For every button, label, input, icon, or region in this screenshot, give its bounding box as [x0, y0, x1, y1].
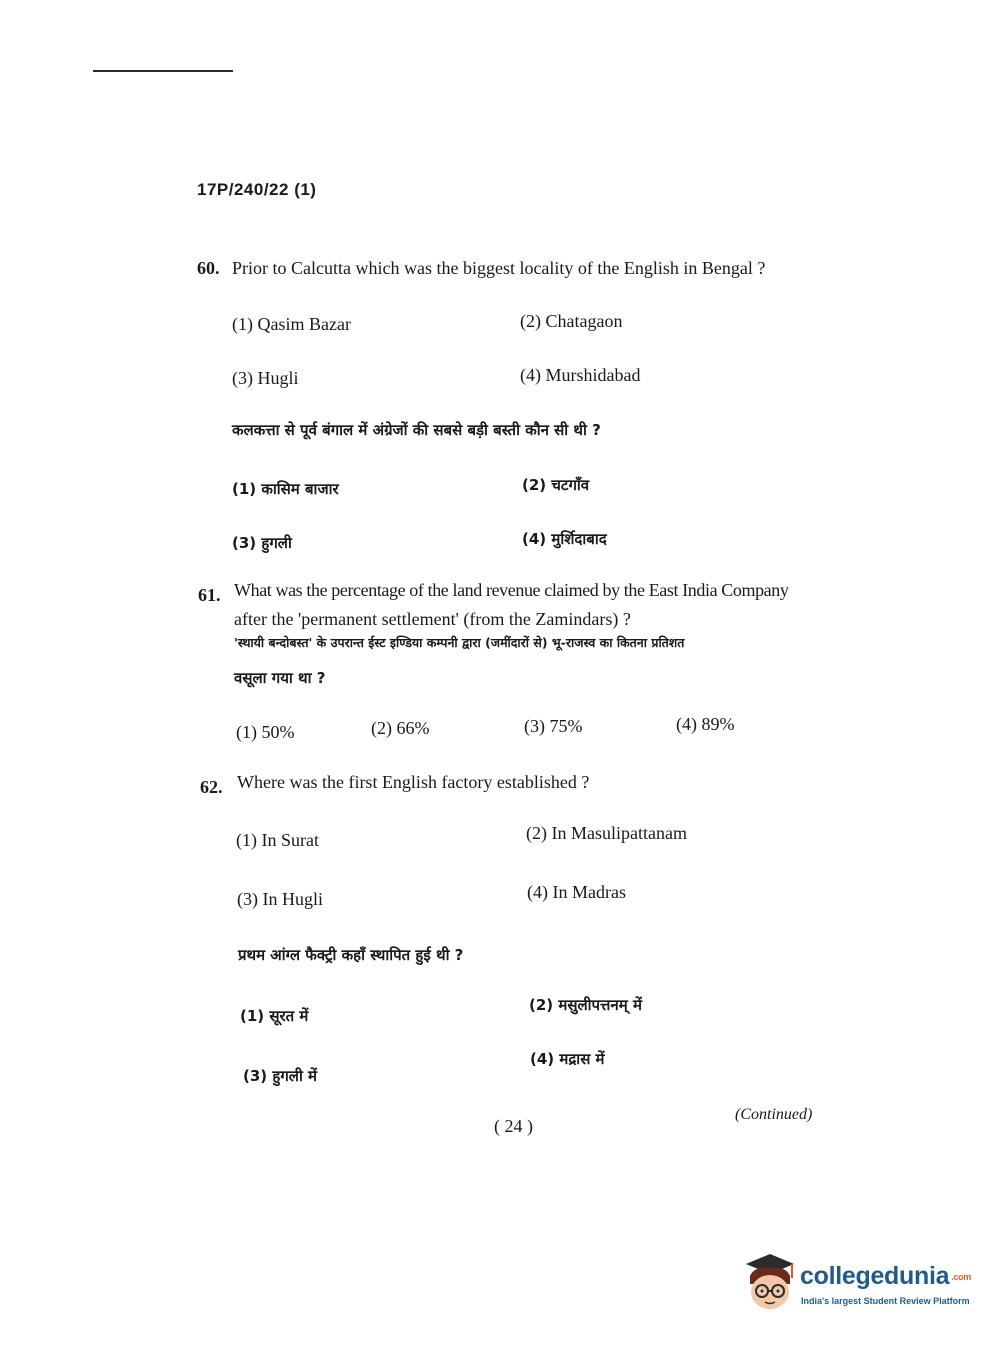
option-4: (4) Murshidabad [520, 365, 641, 385]
option-1: (1) In Surat [236, 830, 319, 850]
option-2-hi: (2) मसुलीपत्तनम् में [529, 996, 642, 1014]
option-2: (2) 66% [371, 718, 430, 738]
logo-wordmark: collegedunia [800, 1262, 950, 1290]
option-4-hi: (4) मुर्शिदाबाद [522, 530, 607, 548]
question-text-hi: कलकत्ता से पूर्व बंगाल में अंग्रेजों की सबसे बड़ी बस्ती कौन सी थी ? [232, 421, 601, 439]
option-1: (1) Qasim Bazar [232, 314, 351, 334]
question-text-en-line2: after the 'permanent settlement' (from the Zamindars) ? [234, 609, 631, 629]
option-1-hi: (1) कासिम बाजार [232, 480, 339, 498]
option-4-hi: (4) मद्रास में [530, 1050, 605, 1068]
collegedunia-logo [740, 1250, 975, 1320]
question-text-hi: प्रथम आंग्ल फैक्ट्री कहाँ स्थापित हुई थी ? [238, 946, 464, 964]
question-number: 62. [200, 777, 223, 797]
option-3: (3) 75% [524, 716, 583, 736]
option-3-hi: (3) हुगली में [243, 1067, 318, 1085]
question-text-hi-line1: 'स्थायी बन्दोबस्त' के उपरान्त ईस्ट इण्डिया कम्पनी द्वारा (जमींदारों से) भू-राजस्व का कितना प्रतिशत [234, 635, 685, 650]
option-4: (4) 89% [676, 714, 735, 734]
question-text-en: Prior to Calcutta which was the biggest locality of the English in Bengal ? [232, 258, 766, 278]
option-3: (3) Hugli [232, 368, 299, 388]
logo-suffix: .com [951, 1272, 972, 1283]
option-2-hi: (2) चटगाँव [522, 476, 590, 494]
continued-label: (Continued) [735, 1106, 813, 1123]
question-text-en: Where was the first English factory established ? [237, 772, 590, 792]
question-text-en-line1: What was the percentage of the land revenue claimed by the East India Company [234, 580, 789, 600]
option-3: (3) In Hugli [237, 889, 323, 909]
logo-tagline: India's largest Student Review Platform [801, 1296, 970, 1306]
page-number: ( 24 ) [494, 1116, 533, 1136]
option-1-hi: (1) सूरत में [240, 1007, 309, 1025]
option-3-hi: (3) हुगली [232, 534, 292, 552]
top-rule [93, 70, 233, 72]
option-4: (4) In Madras [527, 882, 626, 902]
option-2: (2) Chatagaon [520, 311, 623, 331]
paper-code: 17P/240/22 (1) [197, 180, 317, 199]
question-number: 61. [198, 585, 221, 605]
option-1: (1) 50% [236, 722, 295, 742]
option-2: (2) In Masulipattanam [526, 823, 687, 843]
question-text-hi-line2: वसूला गया था ? [234, 669, 326, 687]
mascot-icon [740, 1250, 800, 1315]
question-number: 60. [197, 258, 220, 278]
